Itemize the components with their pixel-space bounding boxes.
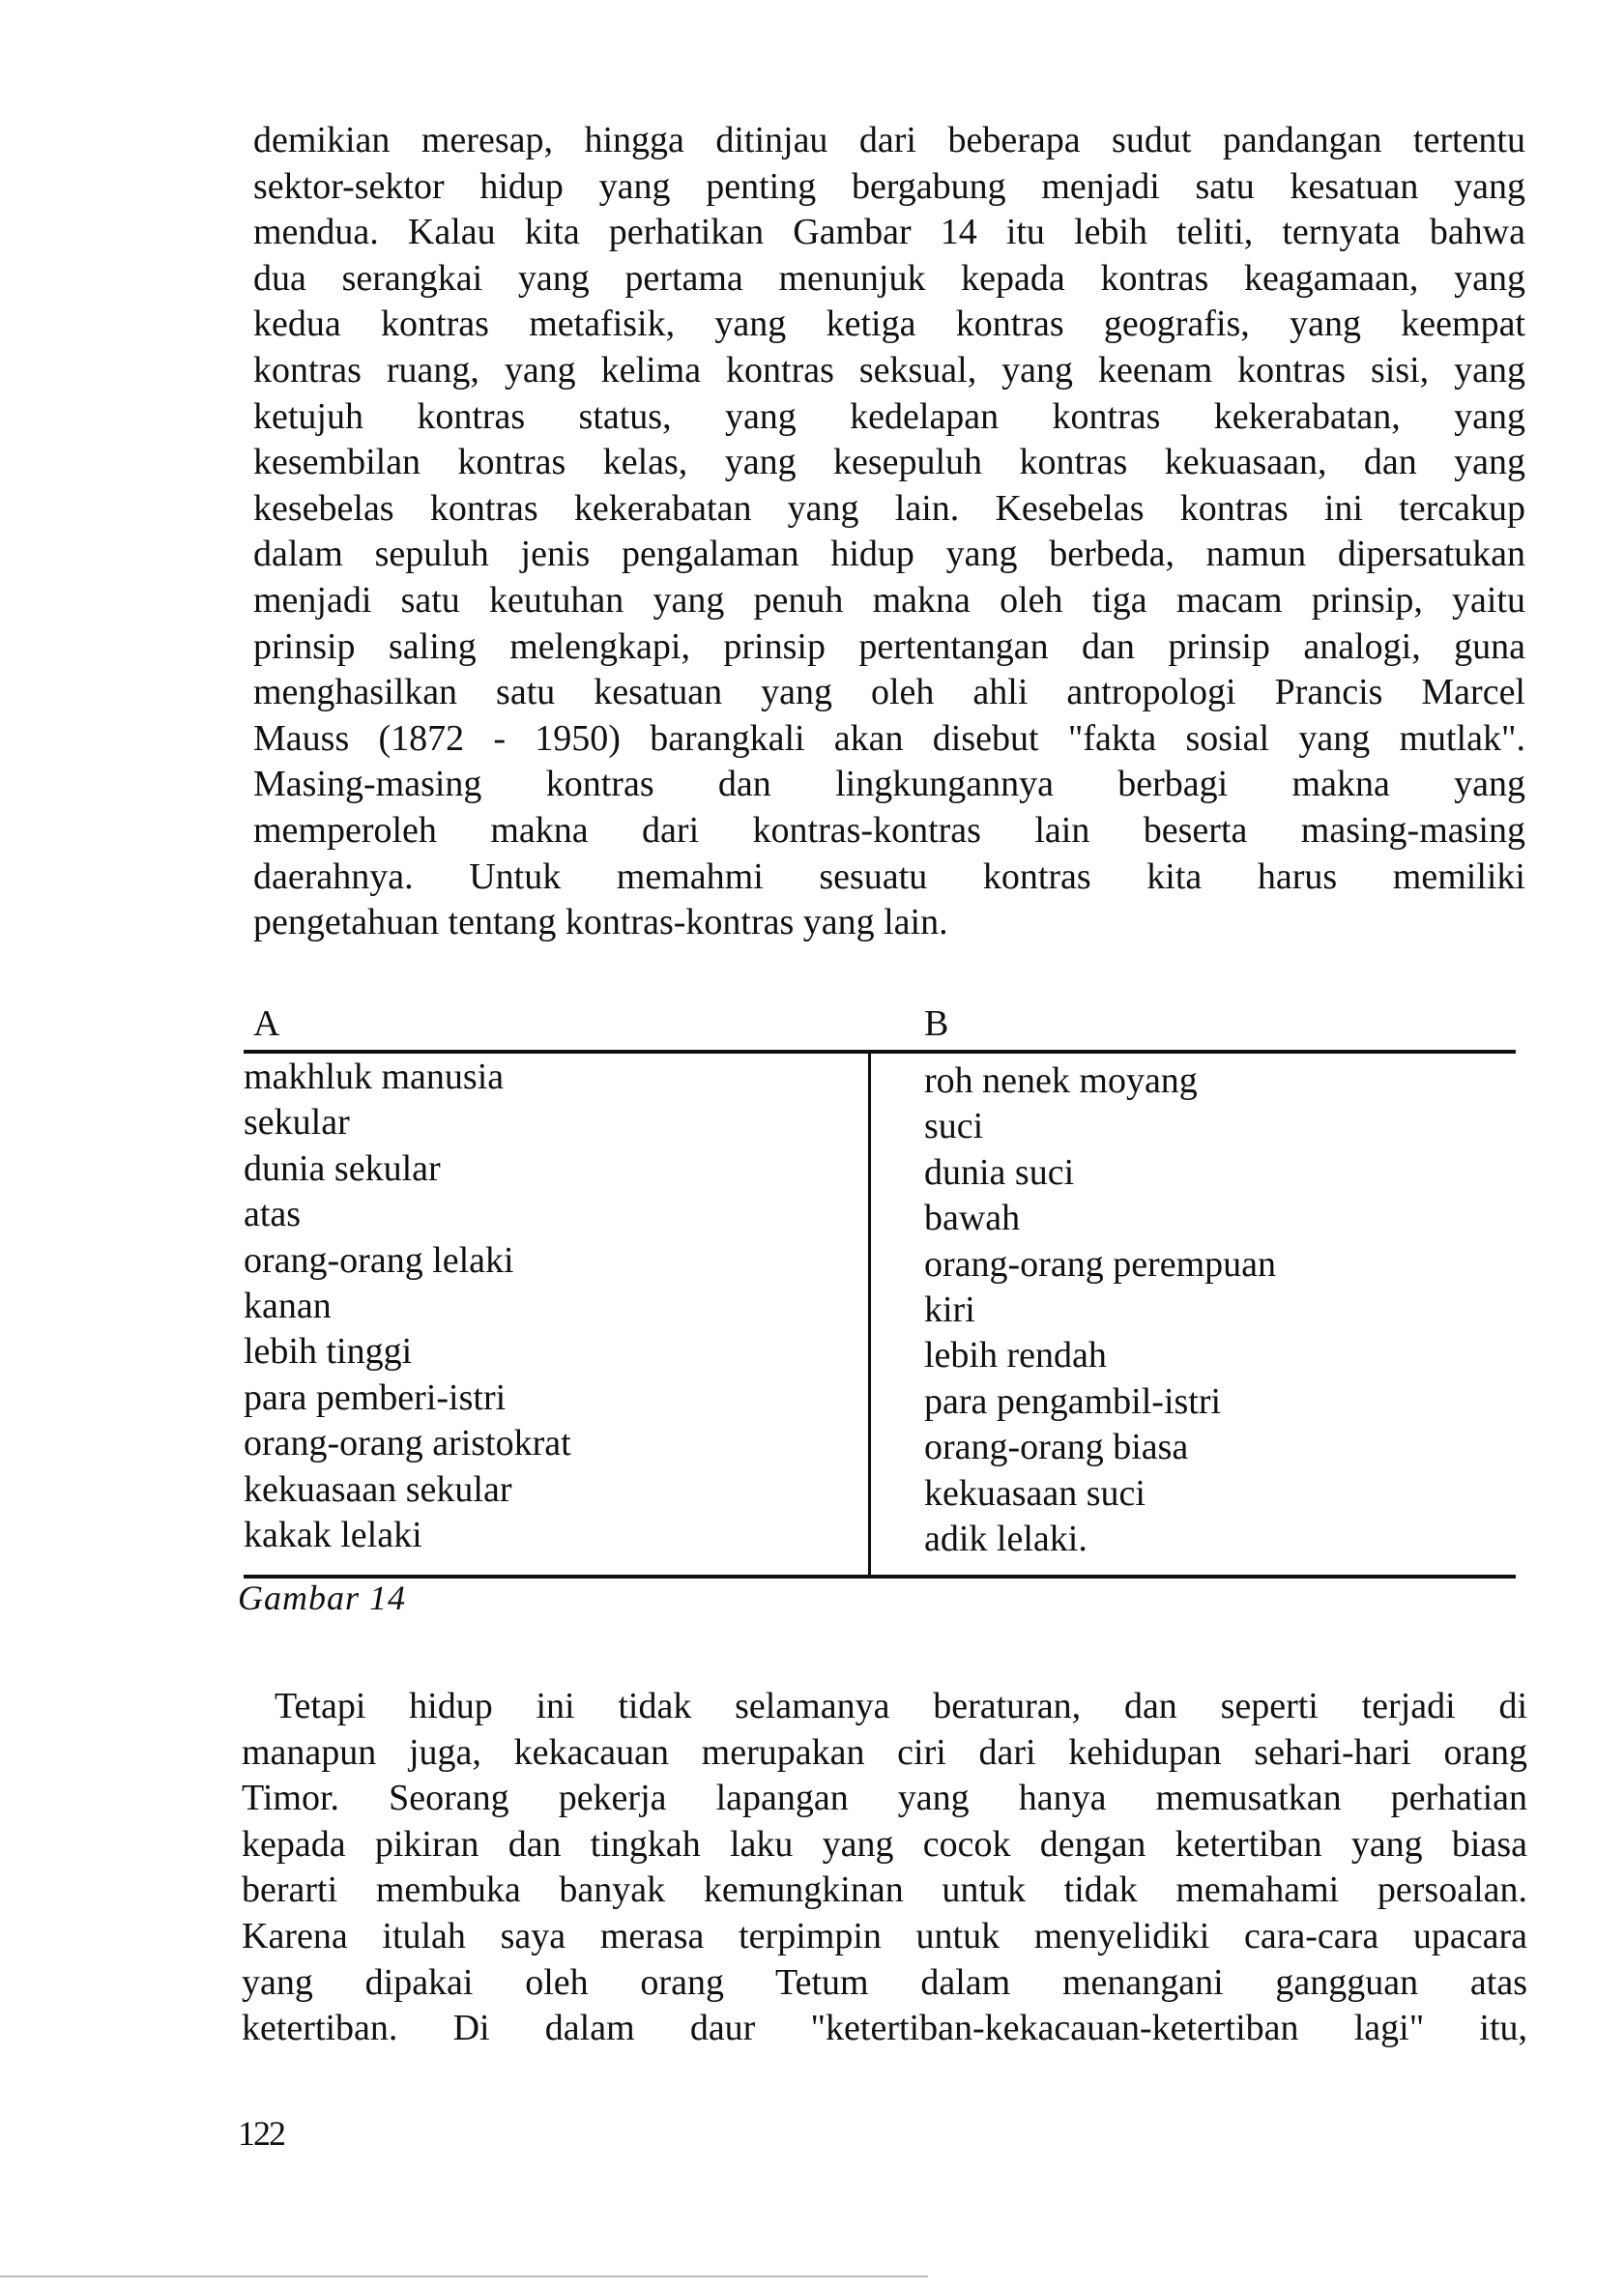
column-a-list (244, 1055, 571, 1558)
list-item: orang-orang lelaki (244, 1239, 514, 1281)
text-line: pengetahuan tentang kontras-kontras yang lain. (253, 902, 948, 943)
text-line: Timor. Seorang pekerja lapangan yang hanya memusatkan perhatian (242, 1778, 1527, 1819)
text-line: memperoleh makna dari kontras-kontras lain beserta masing-masing (253, 809, 1525, 851)
contrast-table (242, 991, 1518, 1590)
list-item: lebih tinggi (244, 1331, 413, 1373)
figure-caption: Gambar 14 (238, 1579, 407, 1617)
list-item: atas (244, 1194, 302, 1235)
column-header-b: B (924, 1003, 949, 1044)
text-line: yang dipakai oleh orang Tetum dalam menangani gangguan atas (242, 1961, 1527, 2003)
list-item: makhluk manusia (244, 1057, 505, 1097)
text-line: ketujuh kontras status, yang kedelapan kontras kekerabatan, yang (253, 395, 1525, 437)
list-item: para pemberi-istri (244, 1376, 507, 1418)
text-line: Tetapi hidup ini tidak selamanya beraturan, dan seperti terjadi di (275, 1686, 1527, 1726)
text-line: ketertiban. Di dalam daur "ketertiban-kekacauan-ketertiban lagi" itu, (242, 2008, 1527, 2049)
text-line: menghasilkan satu kesatuan yang oleh ahli antropologi Prancis Marcel (253, 672, 1525, 713)
list-item: lebih rendah (924, 1335, 1107, 1376)
text-line: demikian meresap, hingga ditinjau dari beberapa sudut pandangan tertentu (253, 120, 1525, 160)
body-paragraph-1 (253, 118, 1525, 946)
page-number: 122 (238, 2114, 284, 2153)
list-item: suci (924, 1106, 984, 1147)
text-line: kesebelas kontras kekerabatan yang lain. Kesebelas kontras ini tercakup (253, 487, 1525, 529)
text-line: Karena itulah saya merasa terpimpin untuk menyelidiki cara-cara upacara (242, 1915, 1527, 1956)
text-line: daerahnya. Untuk memahmi sesuatu kontras kita harus memiliki (253, 855, 1525, 897)
list-item: orang-orang biasa (924, 1427, 1189, 1468)
list-item: dunia sekular (244, 1147, 441, 1189)
column-header-a: A (253, 1003, 280, 1044)
text-line: manapun juga, kekacauan merupakan ciri dari kehidupan sehari-hari orang (242, 1731, 1527, 1773)
text-line: dalam sepuluh jenis pengalaman hidup yang berbeda, namun dipersatukan (253, 534, 1525, 575)
list-item: para pengambil-istri (924, 1380, 1222, 1422)
table-top-rule (244, 1050, 1516, 1054)
list-item: bawah (924, 1198, 1021, 1239)
list-item: kekuasaan suci (924, 1472, 1146, 1514)
text-line: menjadi satu keutuhan yang penuh makna oleh tiga macam prinsip, yaitu (253, 579, 1525, 621)
table-center-rule (868, 1052, 871, 1577)
text-line: Masing-masing kontras dan lingkungannya berbagi makna yang (253, 764, 1525, 805)
text-line: kepada pikiran dan tingkah laku yang cocok dengan ketertiban yang biasa (242, 1823, 1527, 1865)
list-item: orang-orang aristokrat (244, 1423, 571, 1464)
text-line: prinsip saling melengkapi, prinsip pertentangan dan prinsip analogi, guna (253, 625, 1525, 667)
text-line: kesembilan kontras kelas, yang kesepuluh kontras kekuasaan, dan yang (253, 442, 1525, 483)
list-item: dunia suci (924, 1151, 1075, 1193)
list-item: sekular (244, 1102, 350, 1144)
table-bottom-rule (244, 1575, 1516, 1579)
scan-edge-line (0, 2275, 928, 2277)
text-line: dua serangkai yang pertama menunjuk kepada kontras keagamaan, yang (253, 257, 1525, 299)
list-item: adik lelaki. (924, 1518, 1088, 1559)
text-line: berarti membuka banyak kemungkinan untuk tidak memahami persoalan. (242, 1869, 1527, 1911)
list-item: kanan (244, 1285, 332, 1326)
text-line: mendua. Kalau kita perhatikan Gambar 14 itu lebih teliti, ternyata bahwa (253, 212, 1525, 253)
body-paragraph-2 (242, 1684, 1527, 2052)
list-item: kakak lelaki (244, 1514, 422, 1555)
list-item: kekuasaan sekular (244, 1468, 512, 1510)
column-b-list (924, 1058, 1276, 1562)
text-line: kedua kontras metafisik, yang ketiga kontras geografis, yang keempat (253, 304, 1525, 345)
text-line: kontras ruang, yang kelima kontras seksual, yang keenam kontras sisi, yang (253, 349, 1525, 391)
text-line: Mauss (1872 - 1950) barangkali akan disebut "fakta sosial yang mutlak". (253, 717, 1525, 759)
list-item: orang-orang perempuan (924, 1243, 1277, 1285)
list-item: roh nenek moyang (924, 1060, 1198, 1101)
text-line: sektor-sektor hidup yang penting bergabung menjadi satu kesatuan yang (253, 165, 1525, 207)
list-item: kiri (924, 1289, 975, 1330)
